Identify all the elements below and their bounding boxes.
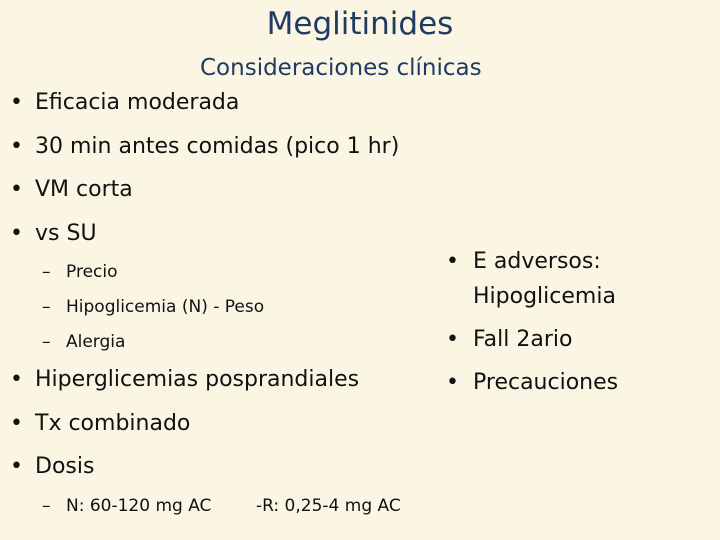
dosis-r-text: -R: 0,25-4 mg AC — [256, 496, 401, 516]
bullet-text: 30 min antes comidas (pico 1 hr) — [35, 134, 400, 159]
right-bullet-precauciones — [446, 370, 706, 400]
bullet-text: Dosis — [35, 454, 95, 479]
bullet-item-vm-corta — [10, 177, 460, 207]
bullet-dot: • — [446, 370, 459, 395]
dosis-n-text: N: 60-120 mg AC — [66, 496, 212, 516]
sub-item-dosis — [42, 496, 442, 520]
bullet-dot: • — [446, 249, 459, 274]
bullet-text: E adversos: — [473, 249, 601, 274]
bullet-item-tx-combinado — [10, 411, 430, 441]
dash-mark: – — [42, 262, 51, 282]
slide-subtitle: Consideraciones clínicas — [200, 55, 482, 81]
sub-item-hipoglicemia — [42, 297, 422, 321]
bullet-text: Hiperglicemias posprandiales — [35, 367, 360, 392]
bullet-dot: • — [10, 90, 23, 115]
sub-item-text: Hipoglicemia (N) - Peso — [66, 297, 265, 317]
bullet-item-vs-su — [10, 221, 460, 251]
bullet-item-eficacia — [10, 90, 460, 120]
bullet-text: vs SU — [35, 221, 97, 246]
right-continuation-hipoglicemia — [473, 284, 713, 314]
right-bullet-fall-2ario — [446, 327, 706, 357]
bullet-dot: • — [10, 221, 23, 246]
dash-mark: – — [42, 496, 51, 516]
sub-item-precio — [42, 262, 422, 286]
dash-mark: – — [42, 332, 51, 352]
bullet-text: VM corta — [35, 177, 133, 202]
bullet-text: Precauciones — [473, 370, 619, 395]
bullet-item-hiperglicemias — [10, 367, 430, 397]
sub-item-text: Precio — [66, 262, 118, 282]
bullet-item-dosis — [10, 454, 430, 484]
bullet-text: Fall 2ario — [473, 327, 573, 352]
bullet-dot: • — [10, 134, 23, 159]
bullet-dot: • — [10, 411, 23, 436]
bullet-dot: • — [10, 177, 23, 202]
slide-title: Meglitinides — [266, 6, 454, 42]
bullet-text: Eficacia moderada — [35, 90, 240, 115]
bullet-text: Tx combinado — [35, 411, 191, 436]
bullet-item-30-min — [10, 134, 460, 164]
bullet-dot: • — [446, 327, 459, 352]
sub-item-alergia — [42, 332, 422, 356]
sub-item-text: Alergia — [66, 332, 126, 352]
dash-mark: – — [42, 297, 51, 317]
bullet-dot: • — [10, 367, 23, 392]
right-bullet-e-adversos — [446, 249, 706, 279]
bullet-dot: • — [10, 454, 23, 479]
continuation-text: Hipoglicemia — [473, 284, 616, 309]
